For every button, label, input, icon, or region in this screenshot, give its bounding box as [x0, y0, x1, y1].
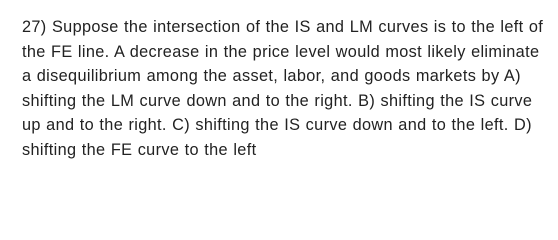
question-text: 27) Suppose the intersection of the IS and LM curves is to the left of the FE line. A decrease in the price level would most likely eliminate a disequilibrium among the asset, labor, and goods markets by A) shifting the LM curve down and to the right. B) shifting the IS curve up and to the right. C) shifting the IS curve down and to the left. D) shifting the FE curve to the left — [22, 18, 544, 159]
